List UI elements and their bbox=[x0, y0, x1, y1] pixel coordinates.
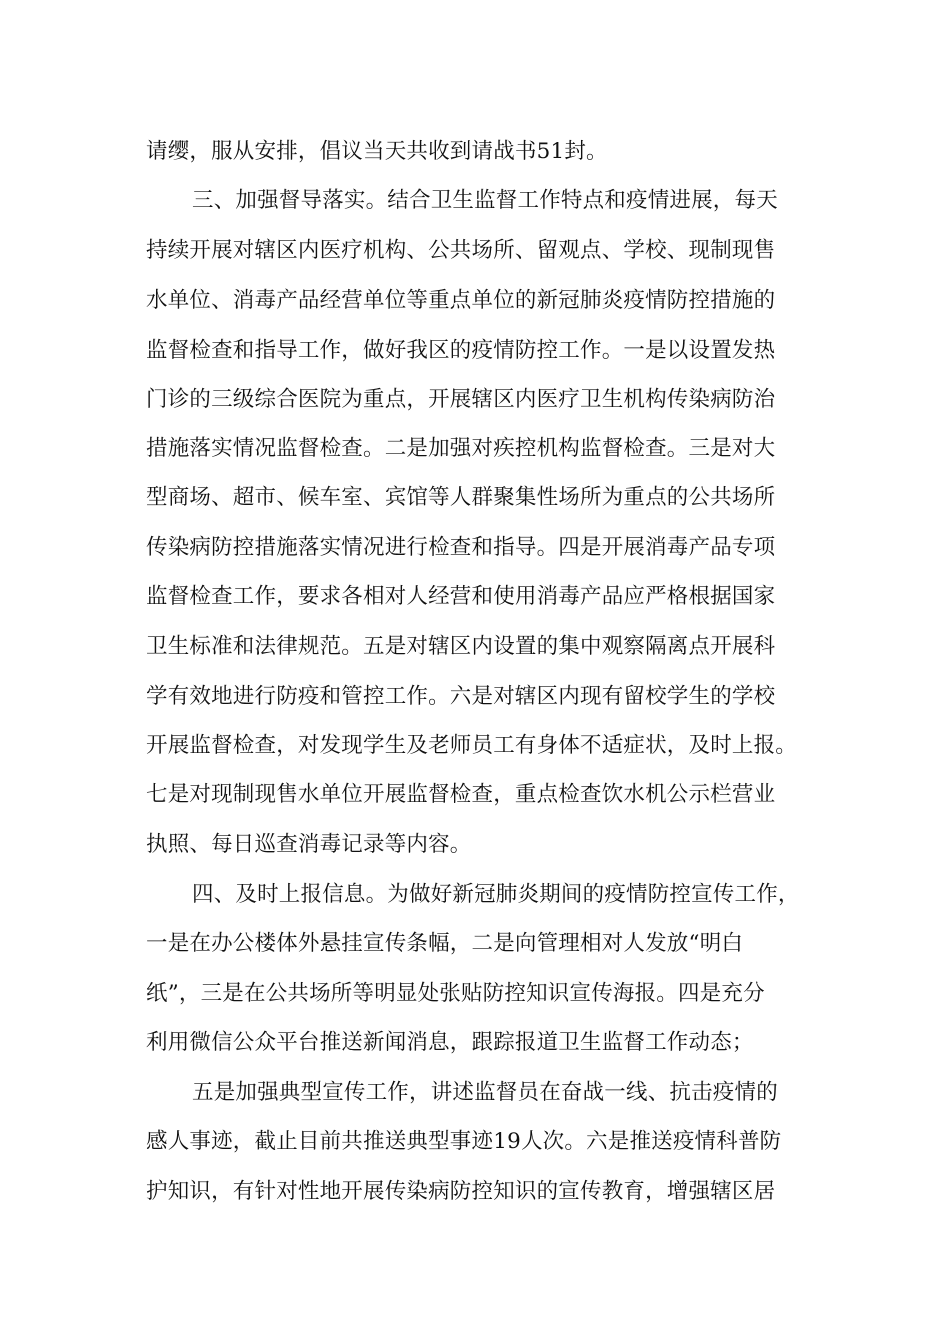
text-line: 传染病防控措施落实情况进行检查和指导。四是开展消毒产品专项 bbox=[146, 535, 776, 560]
text-line: 请缨，服从安排，倡议当天共收到请战书51封。 bbox=[146, 139, 608, 164]
text-line: 学有效地进行防疫和管控工作。六是对辖区内现有留校学生的学校 bbox=[146, 684, 776, 709]
text-line: 开展监督检查，对发现学生及老师员工有身体不适症状，及时上报。 bbox=[146, 733, 798, 758]
paragraph-start-line: 三、加强督导落实。结合卫生监督工作特点和疫情进展，每天 bbox=[192, 188, 778, 213]
paragraph-start-line: 五是加强典型宣传工作，讲述监督员在奋战一线、抗击疫情的 bbox=[192, 1080, 778, 1105]
text-line: 型商场、超市、候车室、宾馆等人群聚集性场所为重点的公共场所 bbox=[146, 485, 776, 510]
text-line: 利用微信公众平台推送新闻消息，跟踪报道卫生监督工作动态； bbox=[146, 1030, 754, 1055]
text-line: 门诊的三级综合医院为重点，开展辖区内医疗卫生机构传染病防治 bbox=[146, 387, 776, 412]
text-line: 执照、每日巡查消毒记录等内容。 bbox=[146, 832, 472, 857]
text-line: 护知识，有针对性地开展传染病防控知识的宣传教育，增强辖区居 bbox=[146, 1179, 776, 1204]
text-line: 措施落实情况监督检查。二是加强对疾控机构监督检查。三是对大 bbox=[146, 436, 776, 461]
text-line: 纸”，三是在公共场所等明显处张贴防控知识宣传海报。四是充分 bbox=[146, 981, 765, 1006]
text-line: 监督检查和指导工作，做好我区的疫情防控工作。一是以设置发热 bbox=[146, 338, 776, 363]
text-line: 持续开展对辖区内医疗机构、公共场所、留观点、学校、现制现售 bbox=[146, 238, 776, 263]
text-line: 水单位、消毒产品经营单位等重点单位的新冠肺炎疫情防控措施的 bbox=[146, 288, 776, 313]
text-line: 卫生标准和法律规范。五是对辖区内设置的集中观察隔离点开展科 bbox=[146, 634, 776, 659]
paragraph-start-line: 四、及时上报信息。为做好新冠肺炎期间的疫情防控宣传工作， bbox=[192, 882, 800, 907]
text-line: 七是对现制现售水单位开展监督检查，重点检查饮水机公示栏营业 bbox=[146, 782, 776, 807]
text-line: 监督检查工作，要求各相对人经营和使用消毒产品应严格根据国家 bbox=[146, 584, 776, 609]
text-line: 感人事迹，截止目前共推送典型事迹19人次。六是推送疫情科普防 bbox=[146, 1129, 782, 1154]
text-line: 一是在办公楼体外悬挂宣传条幅，二是向管理相对人发放“明白 bbox=[146, 931, 744, 956]
